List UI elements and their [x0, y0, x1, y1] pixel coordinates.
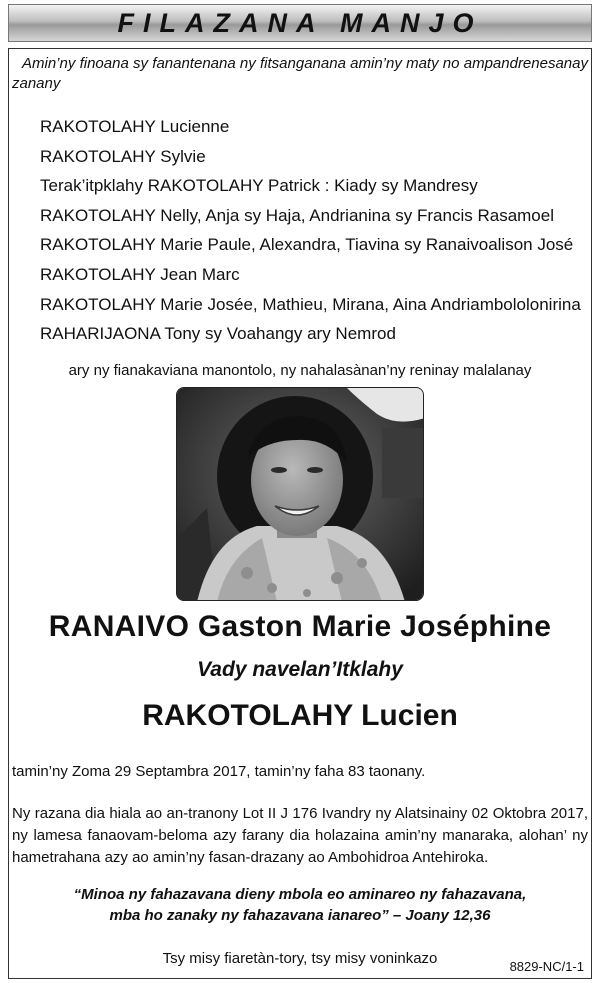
closing-note: Tsy misy fiaretàn-tory, tsy misy voninkazo	[162, 950, 438, 967]
mourner-entry: Terak’itpklahy RAKOTOLAHY Patrick : Kiady sy Mandresy	[40, 176, 478, 196]
spouse-name: RAKOTOLAHY Lucien	[142, 699, 458, 732]
funeral-details-text: Ny razana dia hiala ao an-tranony Lot II J 176 Ivandry ny Alatsinainy 02 Oktobra 2017, ny lamesa fanaovam-beloma azy farany dia holazaina amin’ny manaraka, alohan’ ny hametrahana azy ao amin’ny fasan-drazany ao Ambohidroa Antehiroka.	[12, 805, 588, 866]
reference-code: 8829-NC/1-1	[509, 959, 584, 974]
deceased-name: RANAIVO Gaston Marie Joséphine	[48, 610, 552, 643]
mourner-entry: RAKOTOLAHY Sylvie	[40, 146, 206, 166]
mourner-entry: RAHARIJAONA Tony sy Voahangy ary Nemrod	[40, 324, 396, 344]
quote-line: mba ho zanaky ny fahazavana ianareo” – Joany 12,36	[109, 907, 491, 924]
spouse-label: Vady navelan’Itklahy	[197, 658, 403, 681]
death-date-text: tamin’ny Zoma 29 Septambra 2017, tamin’ny faha 83 taonany.	[12, 763, 426, 780]
mourner-entry: RAKOTOLAHY Marie Paule, Alexandra, Tiavina sy Ranaivoalison José	[40, 235, 574, 255]
mourners-list	[40, 115, 590, 352]
mourner-entry: RAKOTOLAHY Jean Marc	[40, 264, 240, 284]
announcement-title: FILAZANA MANJO	[117, 7, 483, 38]
portrait-photo	[176, 387, 424, 601]
quote-line: “Minoa ny fahazavana dieny mbola eo aminareo ny fahazavana,	[73, 886, 527, 903]
mourner-entry: RAKOTOLAHY Marie Josée, Mathieu, Mirana, Aina Andriambololonirina	[40, 294, 581, 314]
mourner-entry: RAKOTOLAHY Nelly, Anja sy Haja, Andrianina sy Francis Rasamoel	[40, 205, 554, 225]
family-note: ary ny fianakaviana manontolo, ny nahalasànan’ny reninay malalanay	[68, 362, 532, 379]
scripture-quote	[0, 884, 600, 926]
announcement-header-banner	[8, 4, 592, 42]
mourner-entry: RAKOTOLAHY Lucienne	[40, 117, 230, 136]
intro-text: Amin’ny finoana sy fanantenana ny fitsanganana amin’ny maty no ampandrenesanay zanany	[12, 55, 588, 92]
